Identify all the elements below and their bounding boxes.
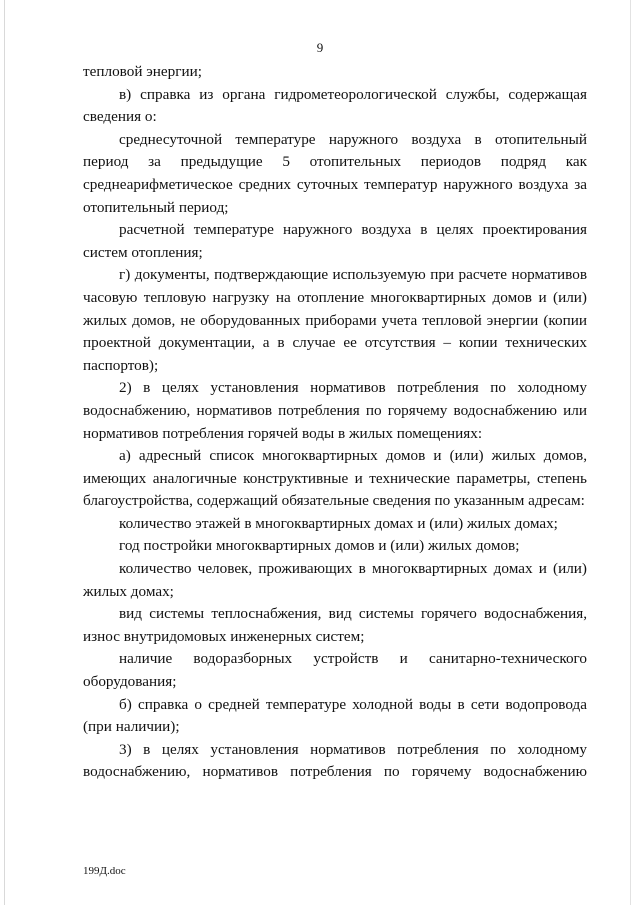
paragraph-3: расчетной температуре наружного воздуха в целях проектирования систем отопления; (83, 221, 587, 261)
paragraph-1: в) справка из органа гидрометеорологической службы, содержащая сведения о: (83, 85, 587, 126)
scan-edge-right (630, 0, 631, 905)
paragraph-0: тепловой энергии; (83, 63, 202, 80)
footer-filename: 199Д.doc (83, 865, 126, 877)
paragraph-5: 2) в целях установления нормативов потребления по холодному водоснабжению, нормативов потребления по горячему водоснабжению или нормативов потребления горячей воды в жилых помещениях: (83, 379, 587, 442)
paragraph-7: количество этажей в многоквартирных домах и (или) жилых домах; (119, 514, 558, 532)
paragraph-9: количество человек, проживающих в многоквартирных домах и (или) жилых домах; (83, 560, 587, 600)
paragraph-10: вид системы теплоснабжения, вид системы горячего водоснабжения, износ внутридомовых инженерных систем; (83, 605, 587, 645)
paragraph-8: год постройки многоквартирных домов и (или) жилых домов; (119, 537, 520, 555)
paragraph-6: а) адресный список многоквартирных домов и (или) жилых домов, имеющих аналогичные конструктивные и технические параметры, степень благоустройства, содержащий обязательные сведения по указанным адресам: (83, 447, 587, 510)
document-body (83, 61, 587, 784)
paragraph-13: 3) в целях установления нормативов потребления по холодному водоснабжению, нормативов потребления по горячему водоснабжению (83, 740, 587, 781)
scan-edge-left (4, 0, 5, 905)
paragraph-11: наличие водоразборных устройств и санитарно-технического оборудования; (83, 650, 587, 691)
page-number: 9 (316, 40, 324, 55)
paragraph-4: г) документы, подтверждающие используемую при расчете нормативов часовую тепловую нагрузку на отопление многоквартирных домов и (или) жилых домов, не оборудованных приборами учета тепловой энергии (копии проектной документации, а в случае ее отсутствия – копии технических паспортов); (83, 266, 587, 374)
paragraph-12: б) справка о средней температуре холодной воды в сети водопровода (при наличии); (83, 695, 587, 736)
paragraph-2: среднесуточной температуре наружного воздуха в отопительный период за предыдущие 5 отопительных периодов подряд как среднеарифметическое средних суточных температур наружного воздуха за отопительный период; (83, 130, 587, 216)
